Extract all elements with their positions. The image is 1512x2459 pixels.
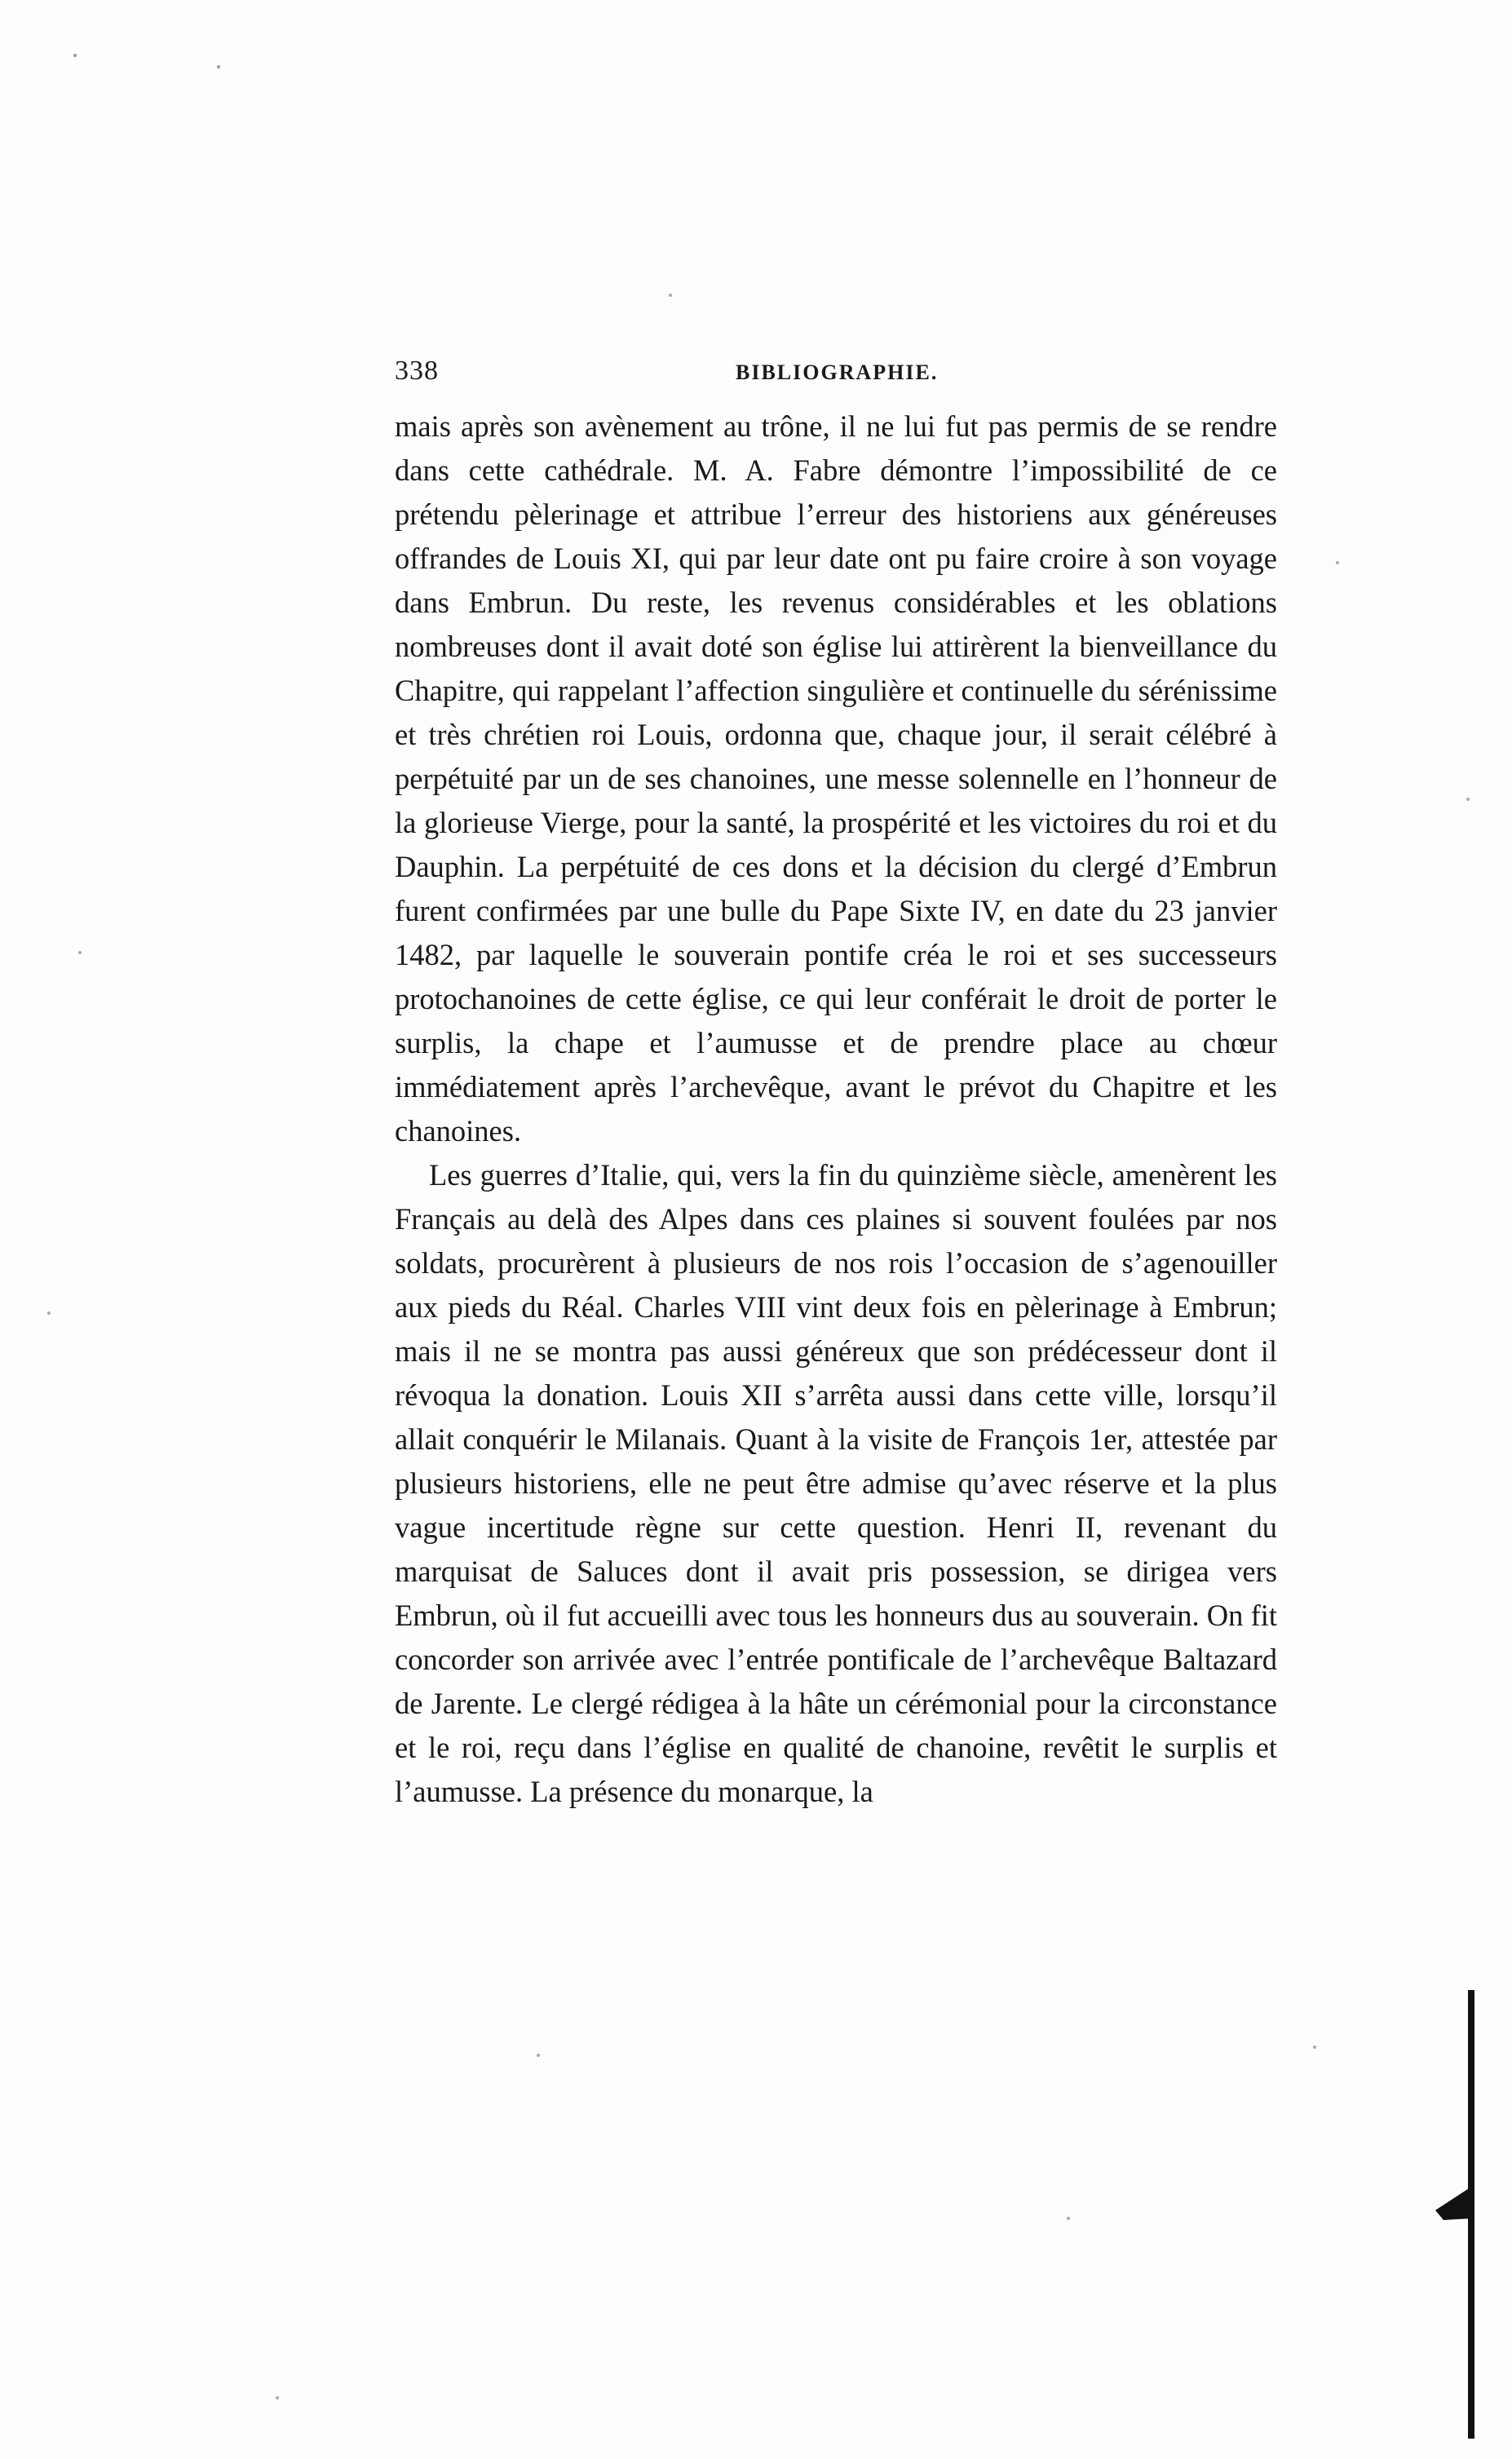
paragraph-1: mais après son avènement au trône, il ne lui fut pas permis de se rendre dans cette cathédrale. M. A. Fabre démontre l’impossibilité de ce prétendu pèlerinage et attribue l’erreur des historiens aux généreuses offrandes de Louis XI, qui par leur date ont pu faire croire à son voyage dans Embrun. Du reste, les revenus considérables et les oblations nombreuses dont il avait doté son église lui attirèrent la bienveillance du Chapitre, qui rappelant l’affection singulière et continuelle du sérénissime et très chrétien roi Louis, ordonna que, chaque jour, il serait célébré à perpétuité par un de ses chanoines, une messe solennelle en l’honneur de la glorieuse Vierge, pour la santé, la prospérité et les victoires du roi et du Dauphin. La perpétuité de ces dons et la décision du clergé d’Embrun furent confirmées par une bulle du Pape Sixte IV, en date du 23 janvier 1482, par laquelle le souverain pontife créa le roi et ses successeurs protochanoines de cette église, ce qui leur conférait le droit de porter le surplis, la chape et l’aumusse et de prendre place au chœur immédiatement après l’archevêque, avant le prévot du Chapitre et les chanoines.	[395, 409, 1277, 1148]
running-title: BIBLIOGRAPHIE.	[736, 360, 939, 384]
dust-speck	[73, 54, 77, 57]
page-edge-mark	[1468, 1990, 1474, 2439]
dust-speck	[217, 65, 220, 69]
dust-speck	[1313, 2045, 1316, 2049]
paragraph-2: Les guerres d’Italie, qui, vers la fin du quinzième siècle, amenèrent les Français au delà des Alpes dans ces plaines si souvent foulées par nos soldats, procurèrent à plusieurs de nos rois l’occasion de s’agenouiller aux pieds du Réal. Charles VIII vint deux fois en pèlerinage à Embrun; mais il ne se montra pas aussi généreux que son prédécesseur dont il révoqua la donation. Louis XII s’arrêta aussi dans cette ville, lorsqu’il allait conquérir le Milanais. Quant à la visite de François 1er, attestée par plusieurs historiens, elle ne peut être admise qu’avec réserve et la plus vague incertitude règne sur cette question. Henri II, revenant du marquisat de Saluces dont il avait pris possession, se dirigea vers Embrun, où il fut accueilli avec tous les honneurs dus au souverain. On fit concorder son arrivée avec l’entrée pontificale de l’archevêque Baltazard de Jarente. Le clergé rédigea à la hâte un cérémonial pour la circonstance et le roi, reçu dans l’église en qualité de chanoine, revêtit le surplis et l’aumusse. La présence du monarque, la	[395, 1158, 1277, 1808]
dust-speck	[78, 951, 82, 954]
dust-speck	[669, 294, 672, 297]
dust-speck	[276, 2396, 279, 2399]
page-edge-tab	[1435, 2186, 1473, 2220]
dust-speck	[1067, 2217, 1070, 2220]
dust-speck	[47, 1311, 51, 1315]
page-number: 338	[395, 356, 439, 386]
dust-speck	[537, 2054, 540, 2057]
dust-speck	[1466, 798, 1470, 801]
running-head	[395, 356, 1284, 396]
body-text	[395, 405, 1277, 1814]
dust-speck	[1336, 561, 1339, 564]
